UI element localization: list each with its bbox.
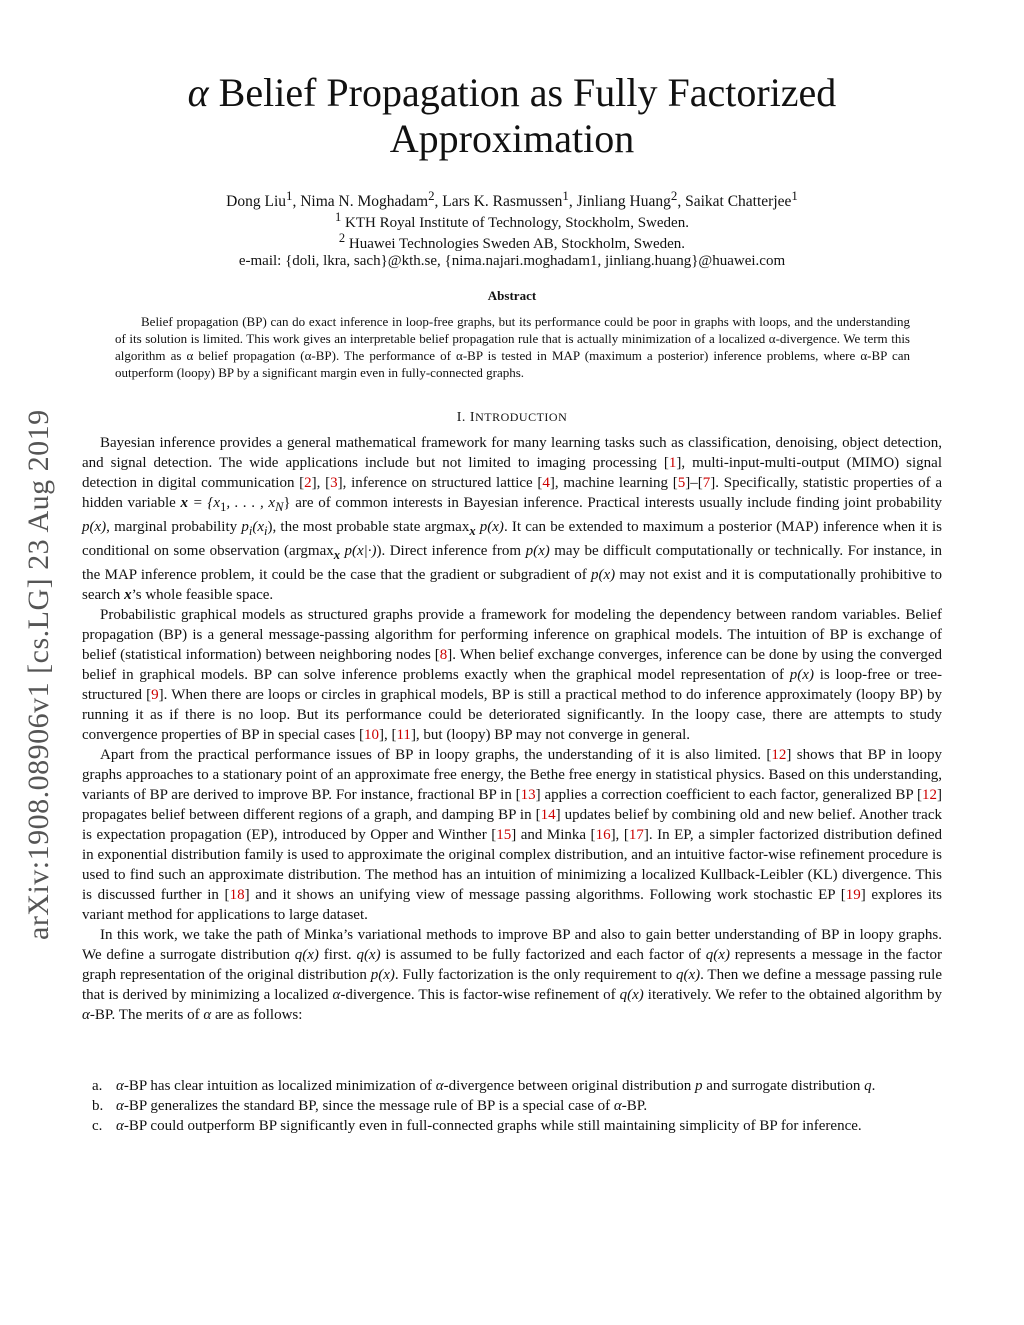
citation-link[interactable]: 11 <box>396 727 411 743</box>
arxiv-identifier: arXiv:1908.08906v1 [cs.LG] 23 Aug 2019 <box>22 409 55 940</box>
paragraph-4: In this work, we take the path of Minka’s variational methods to improve BP and also to gain better understanding of BP in loopy graphs. We define a surrogate distribution q(x) first. q(x) is assumed to be fully factorized and each factor of q(x) represents a message in the factor graph representation of the original distribution p(x). Fully factorization is the only requirement to q(x). Then we define a message passing rule that is derived by minimizing a localized α-divergence. This is factor-wise refinement of q(x) iteratively. We refer to the obtained algorithm by α-BP. The merits of α are as follows: <box>82 927 943 1023</box>
affil-mark: 1 <box>335 210 342 224</box>
affiliation-kth <box>0 210 1024 232</box>
citation-link[interactable]: 12 <box>771 747 787 763</box>
citation-link[interactable]: 16 <box>595 827 611 843</box>
list-item-text: α-BP has clear intuition as localized minimization of α-divergence between original distribution p and surrogate distribution q. <box>116 1078 876 1094</box>
paragraph-3: Apart from the practical performance issues of BP in loopy graphs, the understanding of it is also limited. [12] shows that BP in loopy graphs approaches to a stationary point of an approximate free energy, the Bethe free energy in statistical physics. Based on this understanding, variants of BP are derived to improve BP. For instance, fractional BP in [13] applies a correction coefficient to each factor, generalized BP [12] propagates belief between different regions of a graph, and damping BP in [14] updates belief by combining old and new belief. Another track is expectation propagation (EP), introduced by Opper and Winther [15] and Minka [16], [17]. In EP, a simpler factorized distribution defined in exponential distribution family is used to approximate the original complex distribution, and an intuitive factor-wise refinement procedure is used to find such an approximate distribution. The method has an intuition of minimizing a localized Kullback-Leibler (KL) divergence. This is discussed further in [18] and it shows an unifying view of message passing algorithms. Following work stochastic EP [19] explores its variant method for applications to large dataset. <box>82 747 943 923</box>
author-list <box>0 188 1024 211</box>
abstract-text: Belief propagation (BP) can do exact inference in loop-free graphs, but its performance could be poor in graphs with loops, and the understanding of its solution is limited. This work gives an interpretable belief propagation rule that is actually minimization of a localized α-divergence. We term this algorithm as α belief propagation (α-BP). The performance of α-BP is tested in MAP (maximum a posterior) inference problems, where α-BP can outperform (loopy) BP by a significant margin even in fully-connected graphs. <box>115 314 910 380</box>
author-affil-mark: 1 <box>791 188 798 203</box>
list-marker: c. <box>92 1118 103 1134</box>
author-affil-mark: 2 <box>670 188 678 203</box>
citation-link[interactable]: 15 <box>496 827 512 843</box>
section-number: I. <box>456 410 466 425</box>
list-item-text: α-BP could outperform BP significantly even in full-connected graphs while still maintaining simplicity of BP for inference. <box>116 1118 862 1134</box>
author-name: Dong Liu <box>226 193 286 211</box>
citation-link[interactable]: 3 <box>330 475 338 491</box>
list-marker: a. <box>92 1078 103 1094</box>
author-name: , Nima N. Moghadam <box>292 193 429 211</box>
author-name: , Jinliang Huang <box>568 193 671 211</box>
citation-link[interactable]: 2 <box>304 475 312 491</box>
affiliation-huawei <box>0 231 1024 253</box>
abstract-heading: Abstract <box>487 288 537 303</box>
citation-link[interactable]: 12 <box>922 787 937 803</box>
email-line: e-mail: {doli, lkra, sach}@kth.se, {nima.najari.moghadam1, jinliang.huang}@huawei.com <box>238 253 786 269</box>
list-marker: b. <box>92 1098 104 1114</box>
title-alpha: α <box>187 70 209 115</box>
citation-link[interactable]: 10 <box>363 727 379 743</box>
author-name: , Lars K. Rasmussen <box>434 193 563 211</box>
affil-text: KTH Royal Institute of Technology, Stockholm, Sweden. <box>341 215 689 231</box>
affil-text: Huawei Technologies Sweden AB, Stockholm, Sweden. <box>345 236 686 252</box>
paragraph-1: Bayesian inference provides a general mathematical framework for many learning tasks such as classification, denoising, object detection, and signal detection. The wide applications include but not limited to imaging processing [1], multi-input-multi-output (MIMO) signal detection in digital communication [2], [3], inference on structured lattice [4], machine learning [5]–[7]. Specifically, statistic properties of a hidden variable $x = \{x_1$, . . . , $x_N$} are of common interests in Bayesian inference. Practical interests usually include finding joint probability p(x), marginal probability $p_i(x_i)$, the most probable state argmax$_x$ p(x). It can be extended to maximum a posterior (MAP) inference when it is conditional on some observation (argmax$_x$ p(x|·)). Direct inference from p(x) may be difficult computationally or technically. For instance, in the MAP inference problem, it could be the case that the gradient or subgradient of p(x) may not exist and it is computationally prohibitive to search x’s whole feasible space. <box>82 435 942 603</box>
merits-list <box>82 1076 944 1136</box>
citation-link[interactable]: 1 <box>668 455 677 471</box>
citation-link[interactable]: 7 <box>702 475 711 491</box>
affil-mark: 2 <box>338 231 346 245</box>
citation-link[interactable]: 19 <box>845 887 861 903</box>
author-name: , Saikat Chatterjee <box>677 193 792 211</box>
paper-title <box>0 70 1024 162</box>
list-item <box>82 1076 944 1096</box>
author-affil-mark: 1 <box>562 188 569 203</box>
citation-link[interactable]: 18 <box>229 887 245 903</box>
list-item <box>82 1116 944 1136</box>
citation-link[interactable]: 8 <box>439 647 448 663</box>
citation-link[interactable]: 13 <box>520 787 536 803</box>
author-affil-mark: 2 <box>428 188 435 203</box>
intro-body <box>82 433 942 1025</box>
title-line1: Belief Propagation as Fully Factorized <box>208 70 837 115</box>
list-item-text: α-BP generalizes the standard BP, since the message rule of BP is a special case of α-BP. <box>116 1098 648 1114</box>
section-title-initial: I <box>469 410 476 425</box>
title-line2: Approximation <box>389 116 635 161</box>
citation-link[interactable]: 5 <box>677 475 686 491</box>
citation-link[interactable]: 9 <box>151 687 159 703</box>
list-item <box>82 1096 944 1116</box>
citation-link[interactable]: 17 <box>628 827 644 843</box>
author-affil-mark: 1 <box>286 188 293 203</box>
section-title-rest: NTRODUCTION <box>475 410 568 424</box>
paragraph-2: Probabilistic graphical models as structured graphs provide a framework for modeling the dependency between random variables. Belief propagation (BP) is a general message-passing algorithm for performing inference on graphical models. The intuition of BP is exchange of belief (statistical information) between neighboring nodes [8]. When belief exchange converges, inference can be done by using the converged belief in graphical models. BP can solve inference problems exactly when the graphical model representation of p(x) is loop-free or tree-structured [9]. When there are loops or circles in graphical models, BP is still a practical method to do inference approximately (loopy BP) by running it as if there is no loop. But its performance could be deteriorated significantly. In the loopy case, there are attempts to study convergence properties of BP in special cases [10], [11], but (loopy) BP may not converge in general. <box>82 607 942 743</box>
citation-link[interactable]: 14 <box>540 807 556 823</box>
citation-link[interactable]: 4 <box>542 475 550 491</box>
section-heading-introduction <box>0 410 1024 426</box>
